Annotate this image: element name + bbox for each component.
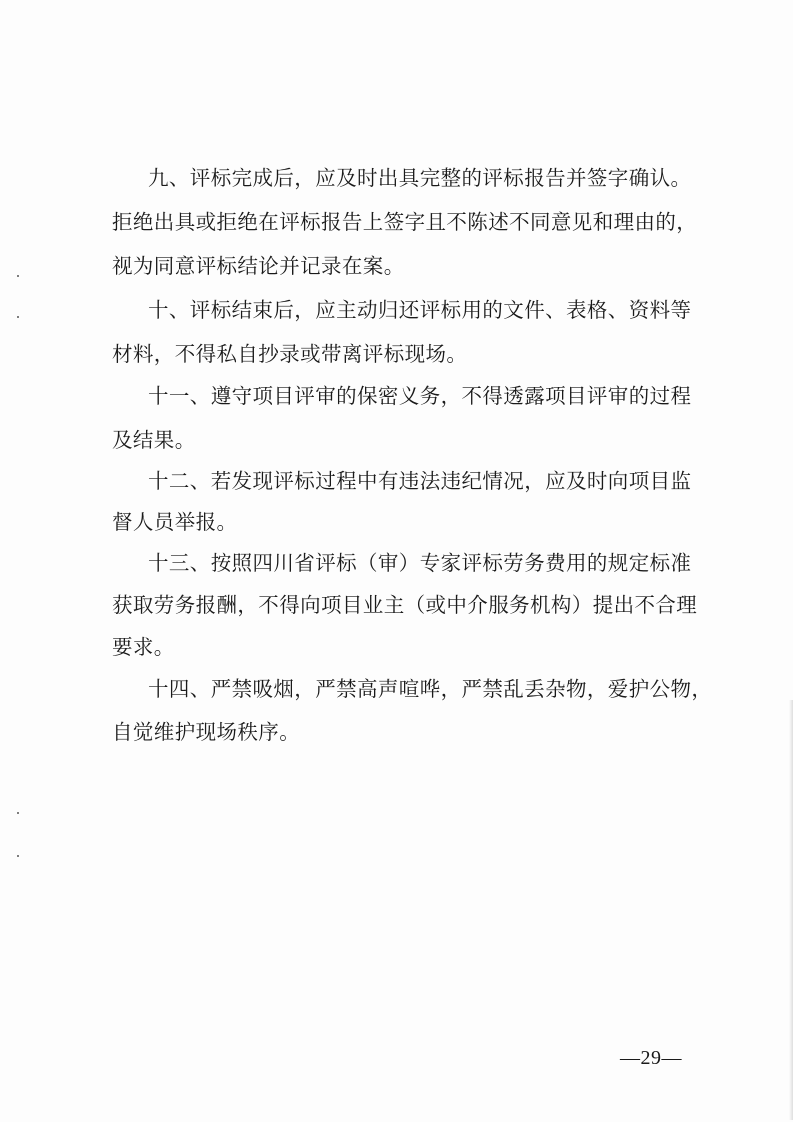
paragraph-12-line-2: 督人员举报。 (112, 510, 238, 534)
paragraph-10-line-1: 十、评标结束后，应主动归还评标用的文件、表格、资料等 (148, 298, 692, 322)
scan-edge-shadow (789, 700, 793, 1120)
paragraph-12-line-1: 十二、若发现评标过程中有违法违纪情况，应及时向项目监 (148, 469, 692, 493)
paragraph-13-line-2: 获取劳务报酬，不得向项目业主（或中介服务机构）提出不合理 (112, 593, 698, 617)
page-number: —29— (620, 1047, 682, 1069)
paragraph-10-line-2: 材料，不得私自抄录或带离评标现场。 (112, 342, 468, 366)
paragraph-9-line-3: 视为同意评标结论并记录在案。 (112, 254, 405, 278)
paragraph-11-line-2: 及结果。 (112, 428, 196, 452)
paragraph-11-line-1: 十一、遵守项目评审的保密义务，不得透露项目评审的过程 (148, 384, 692, 408)
scan-mark (17, 812, 19, 814)
paragraph-9-line-2: 拒绝出具或拒绝在评标报告上签字且不陈述不同意见和理由的， (112, 210, 698, 234)
scan-mark (17, 855, 19, 857)
paragraph-14-line-1: 十四、严禁吸烟，严禁高声喧哗，严禁乱丢杂物，爱护公物， (148, 677, 713, 701)
scan-mark (17, 316, 19, 318)
paragraph-13-line-1: 十三、按照四川省评标（审）专家评标劳务费用的规定标准 (148, 551, 692, 575)
paragraph-13-line-3: 要求。 (112, 635, 175, 659)
scan-mark (17, 275, 19, 277)
paragraph-14-line-2: 自觉维护现场秩序。 (112, 720, 301, 744)
paragraph-9-line-1: 九、评标完成后，应及时出具完整的评标报告并签字确认。 (148, 166, 692, 190)
